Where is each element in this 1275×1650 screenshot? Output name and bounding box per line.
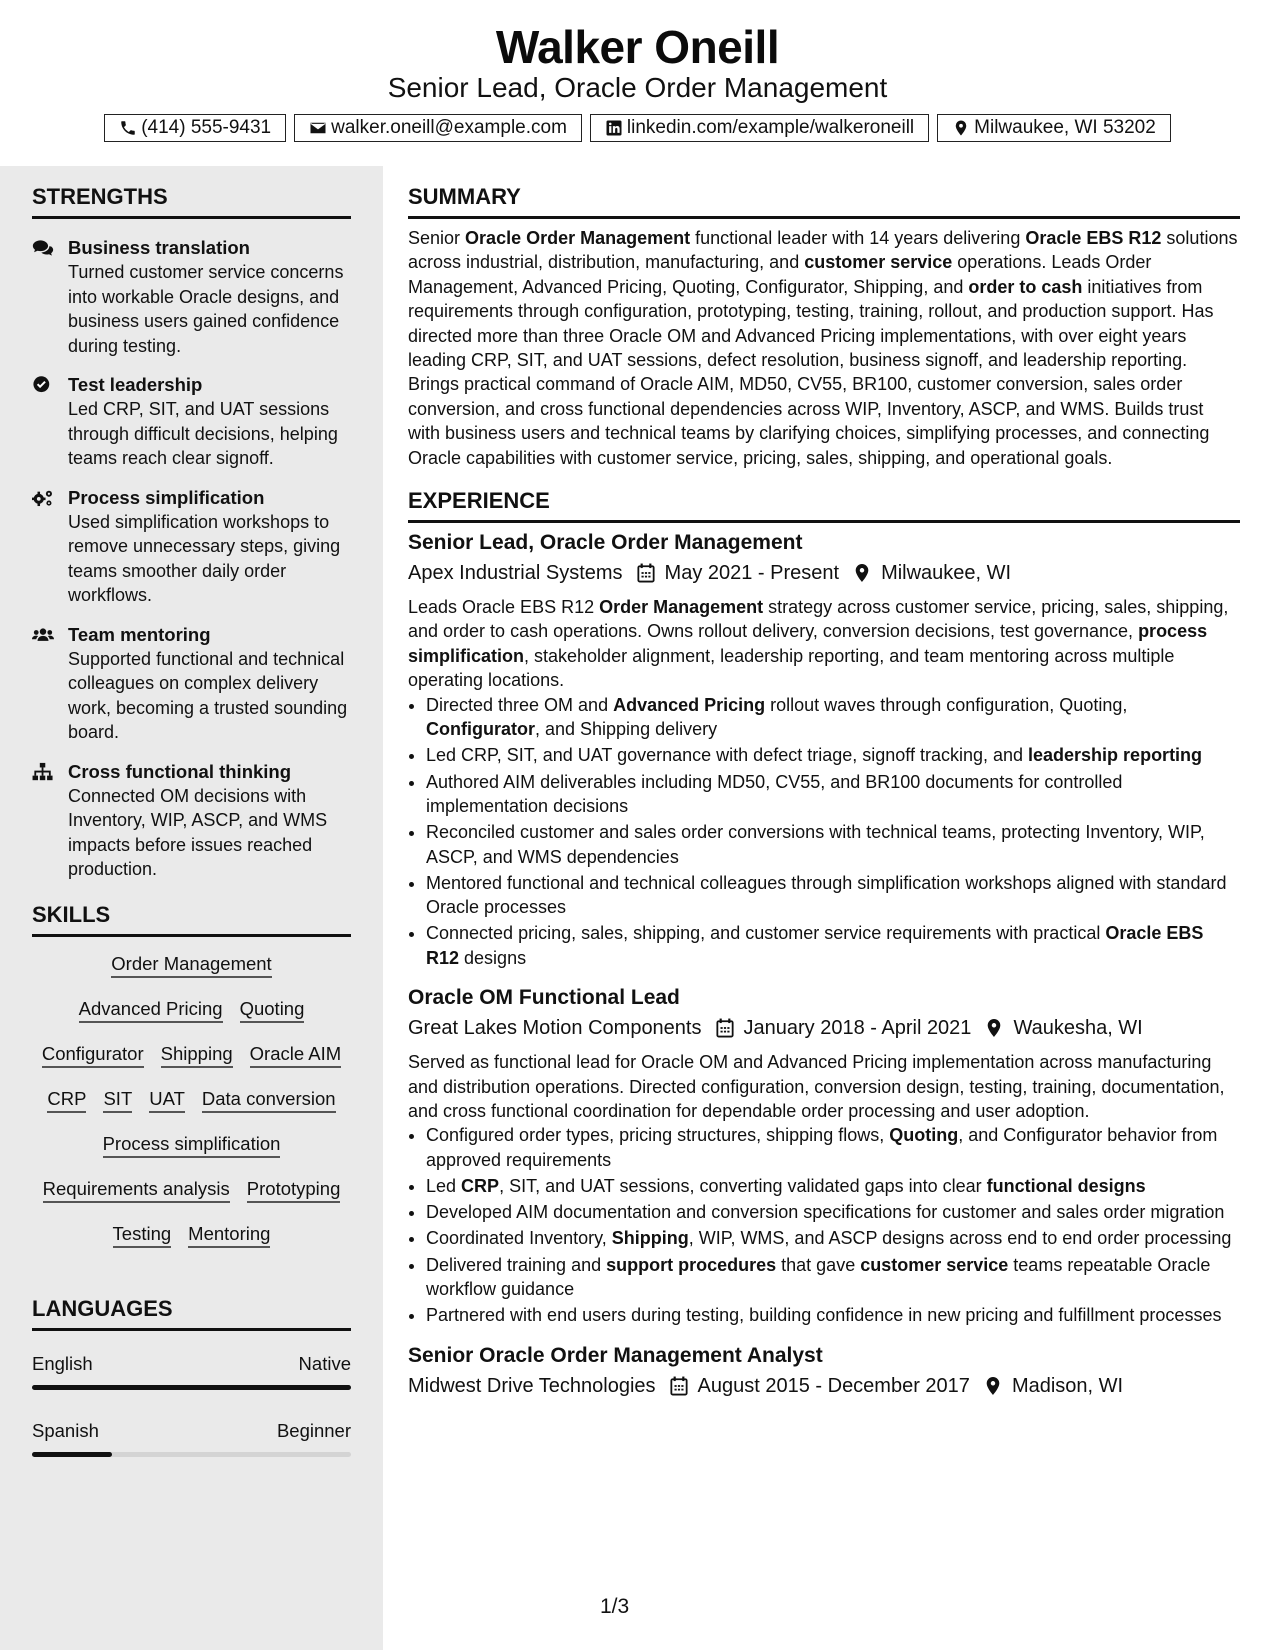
skill-row [32, 1168, 351, 1213]
skill-row [32, 1213, 351, 1258]
contact-location [937, 114, 1171, 142]
candidate-title: Senior Lead, Oracle Order Management [387, 72, 888, 103]
strength-title: Test leadership [68, 374, 203, 395]
job-meta [408, 1372, 1240, 1400]
skill-row [32, 1078, 351, 1123]
language-name: English [32, 1352, 93, 1374]
skill-tag: Order Management [111, 953, 271, 978]
contact-phone[interactable] [104, 114, 286, 142]
phone-icon [119, 119, 137, 137]
summary-text: Senior Oracle Order Management functional leader with 14 years delivering Oracle EBS R12 solutions across industrial, distribution, manufacturing, and customer service operations. Leads Order Management, Advanced Pricing, Quoting, Configurator, Shipping, and order to cash initiatives from requirements through configuration, prototyping, testing, training, rollout, and production support. Has directed more than three Oracle OM and Advanced Pricing implementations, with over eight years leading CRP, SIT, and UAT sessions, defect resolution, business signoff, and leadership reporting. Brings practical command of Oracle AIM, MD50, CV55, BR100, customer conversion, sales order conversion, and cross functional dependencies across WIP, Inventory, ASCP, and WMS. Builds trust with business users and technical teams by clarifying choices, simplifying processes, and connecting Oracle capabilities with customer service, pricing, sales, shipping, and operational goals. [408, 228, 1238, 468]
job-bullet: • Delivered training and support procedures that gave customer service teams repeatable Oracle workflow guidance [426, 1253, 1240, 1302]
job-bullet: • Led CRP, SIT, and UAT governance with defect triage, signoff tracking, and leadership reporting [426, 743, 1240, 767]
skill-row [32, 943, 351, 988]
skill-tag: Requirements analysis [43, 1178, 230, 1203]
contact-email-text: walker.oneill@example.com [331, 117, 567, 138]
contact-email[interactable] [294, 114, 582, 142]
job-bullet: • Reconciled customer and sales order conversions with technical teams, protecting Inventory, WIP, ASCP, and WMS dependencies [426, 820, 1240, 869]
contact-bar [0, 114, 1275, 142]
calendar-icon [637, 563, 655, 583]
contact-linkedin-text: linkedin.com/example/walkeroneill [626, 117, 915, 138]
candidate-name: Walker Oneill [495, 21, 780, 73]
resume-header [0, 0, 1275, 166]
language-level: Native [298, 1352, 351, 1374]
skill-tag: SIT [103, 1088, 132, 1113]
job-bullet: • Authored AIM deliverables including MD50, CV55, and BR100 documents for controlled implementation decisions [426, 770, 1240, 819]
job-company: Apex Industrial Systems [408, 562, 623, 585]
job-bullets [408, 693, 1240, 970]
job-bullet: • Directed three OM and Advanced Pricing rollout waves through configuration, Quoting, Configurator, and Shipping delivery [426, 693, 1240, 742]
linkedin-icon [605, 119, 623, 137]
gears-icon [32, 488, 54, 508]
job-title: Senior Oracle Order Management Analyst [408, 1343, 823, 1367]
map-pin-icon [853, 563, 871, 583]
sidebar [0, 166, 383, 1650]
skill-tag: Configurator [42, 1043, 144, 1068]
language-name: Spanish [32, 1419, 99, 1441]
strength-title: Team mentoring [68, 623, 211, 645]
job-company: Great Lakes Motion Components [408, 1017, 702, 1040]
skill-tag: Oracle AIM [250, 1043, 342, 1068]
strength-item [32, 372, 351, 471]
job-entry [408, 984, 1240, 1327]
strengths-heading: STRENGTHS [32, 184, 351, 219]
strength-desc: Led CRP, SIT, and UAT sessions through difficult decisions, helping teams reach clear signoff. [68, 399, 338, 468]
calendar-icon [716, 1018, 734, 1038]
summary-heading: SUMMARY [408, 184, 1240, 219]
skill-tag: Testing [113, 1223, 172, 1248]
job-company: Midwest Drive Technologies [408, 1374, 656, 1397]
chat-bubbles-icon [32, 238, 54, 258]
job-bullet: • Configured order types, pricing structures, shipping flows, Quoting, and Configurator behavior from approved requirements [426, 1123, 1240, 1172]
strength-desc: Turned customer service concerns into workable Oracle designs, and business users gained confidence during testing. [68, 262, 344, 356]
language-proficiency-fill [32, 1452, 112, 1457]
skill-tag: Quoting [240, 998, 305, 1023]
skill-tag: Mentoring [188, 1223, 270, 1248]
skill-tag: CRP [47, 1088, 86, 1113]
job-description: Served as functional lead for Oracle OM and Advanced Pricing implementation across manufacturing and distribution operations. Directed configuration, conversion design, testing, training, documentation, and cross functional coordination for dependable order processing and user adoption. [408, 1052, 1225, 1121]
job-location: Milwaukee, WI [881, 562, 1012, 585]
language-item [32, 1353, 351, 1390]
job-bullet: • Connected pricing, sales, shipping, and customer service requirements with practical Oracle EBS R12 designs [426, 921, 1240, 970]
strength-item [32, 622, 351, 745]
job-entry [408, 529, 1240, 970]
job-location: Madison, WI [1011, 1374, 1124, 1397]
language-level: Beginner [276, 1419, 351, 1441]
job-meta [408, 1014, 1240, 1042]
calendar-icon [670, 1376, 688, 1396]
job-bullet: • Coordinated Inventory, Shipping, WIP, WMS, and ASCP designs across end to end order processing [426, 1226, 1240, 1250]
job-bullet: • Partnered with end users during testing, building confidence in new pricing and fulfillment processes [426, 1303, 1240, 1327]
strength-desc: Connected OM decisions with Inventory, WIP, ASCP, and WMS impacts before issues reached production. [68, 785, 328, 879]
map-pin-icon [952, 119, 970, 137]
skill-row [32, 1033, 351, 1078]
strength-desc: Used simplification workshops to remove unnecessary steps, giving teams smoother daily order workflows. [68, 511, 341, 605]
job-dates: May 2021 - Present [664, 562, 840, 585]
job-meta [408, 559, 1240, 587]
skills-list [32, 943, 351, 1258]
skill-tag: Prototyping [247, 1178, 341, 1203]
job-bullet: • Led CRP, SIT, and UAT sessions, converting validated gaps into clear functional designs [426, 1174, 1240, 1198]
skill-tag: Shipping [161, 1043, 233, 1068]
skill-tag: Data conversion [202, 1088, 336, 1113]
main-content [408, 166, 1240, 1408]
users-icon [32, 625, 54, 645]
skill-tag: UAT [149, 1088, 185, 1113]
job-bullet: • Developed AIM documentation and conversion specifications for customer and sales order migration [426, 1200, 1240, 1224]
contact-location-text: Milwaukee, WI 53202 [974, 117, 1156, 138]
job-location: Waukesha, WI [1013, 1017, 1143, 1040]
job-bullets [408, 1123, 1240, 1327]
org-chart-icon [32, 762, 54, 782]
strength-title: Process simplification [68, 486, 265, 508]
language-item [32, 1420, 351, 1457]
job-dates: August 2015 - December 2017 [697, 1374, 970, 1397]
contact-linkedin[interactable] [590, 114, 929, 142]
map-pin-icon [985, 1018, 1003, 1038]
strength-title: Cross functional thinking [68, 760, 292, 782]
page-number: 1/3 [600, 1595, 630, 1618]
envelope-icon [309, 119, 327, 137]
job-title: Senior Lead, Oracle Order Management [408, 531, 803, 555]
job-dates: January 2018 - April 2021 [743, 1017, 972, 1040]
language-proficiency-fill [32, 1385, 351, 1390]
job-title: Oracle OM Functional Lead [408, 986, 680, 1010]
job-entry [408, 1342, 1240, 1400]
job-description: Leads Oracle EBS R12 Order Management strategy across customer service, pricing, sales, shipping, and order to cash operations. Owns rollout delivery, conversion decisions, test governance, process simplification, stakeholder alignment, leadership reporting, and team mentoring across multiple operating locations. [408, 597, 1229, 691]
map-pin-icon [984, 1376, 1002, 1396]
strength-item [32, 235, 351, 358]
strength-title: Business translation [68, 237, 250, 258]
strength-desc: Supported functional and technical colleagues on complex delivery work, becoming a trusted sounding board. [68, 648, 348, 742]
experience-heading: EXPERIENCE [408, 488, 1240, 523]
skill-row [32, 1123, 351, 1168]
check-circle-icon [32, 375, 54, 395]
skills-heading: SKILLS [32, 902, 351, 937]
job-bullet: • Mentored functional and technical colleagues through simplification workshops aligned with standard Oracle processes [426, 871, 1240, 920]
skill-row [32, 988, 351, 1033]
skill-tag: Process simplification [103, 1133, 281, 1158]
strength-item [32, 485, 351, 608]
skill-tag: Advanced Pricing [79, 998, 223, 1023]
languages-heading: LANGUAGES [32, 1296, 351, 1331]
language-proficiency-bar [32, 1452, 351, 1457]
contact-phone-text: (414) 555-9431 [141, 117, 272, 138]
language-proficiency-bar [32, 1385, 351, 1390]
strength-item [32, 759, 351, 882]
